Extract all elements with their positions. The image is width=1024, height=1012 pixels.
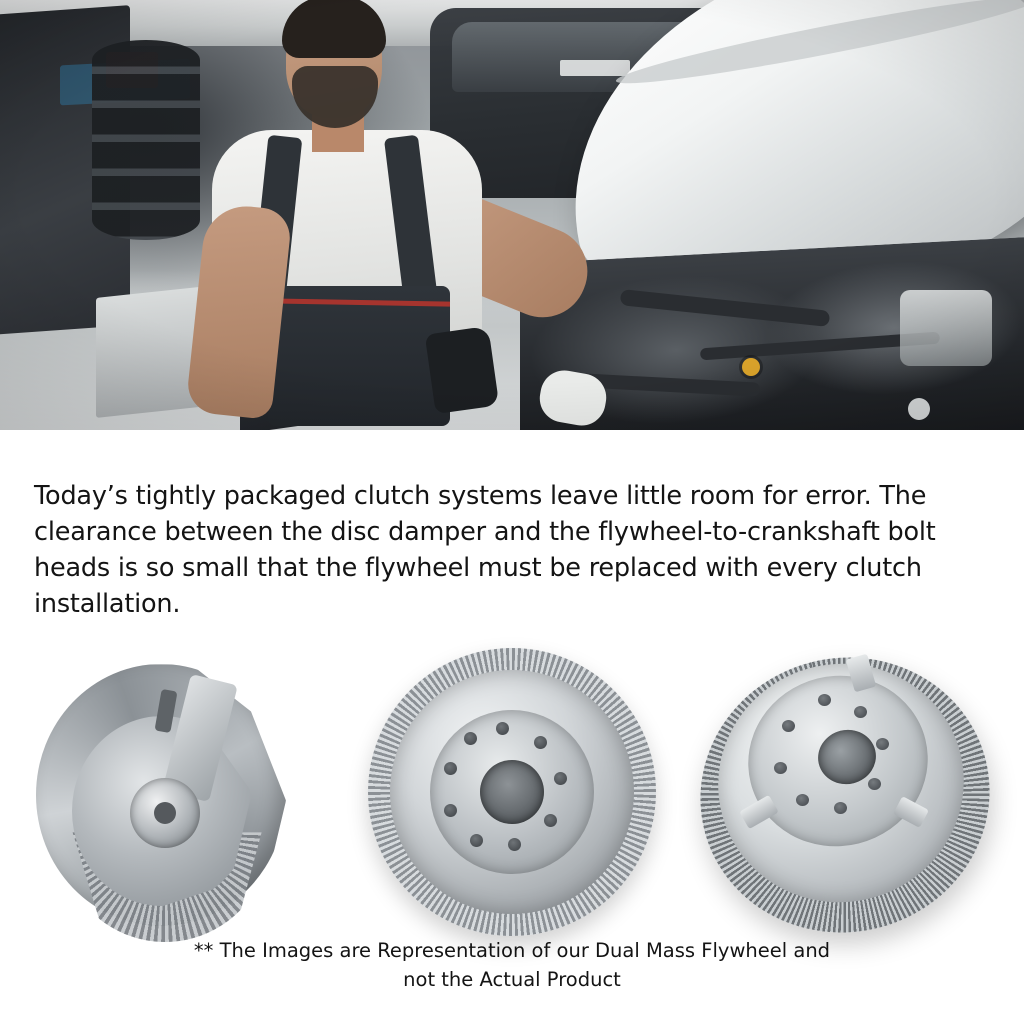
dual-mass-flywheel-angled [700, 652, 996, 942]
dual-mass-flywheel-front [368, 648, 660, 940]
clutch-assembly-cutaway [26, 656, 296, 936]
disclaimer-block [0, 936, 1024, 1012]
product-image-row [0, 646, 1024, 931]
hero-photo [0, 0, 1024, 430]
disclaimer-line-1: ** The Images are Representation of our Dual Mass Flywheel and [193, 938, 831, 962]
disclaimer-line-2: not the Actual Product [403, 967, 621, 991]
caption-text: Today’s tightly packaged clutch systems leave little room for error. The clearance between the disc damper and the flywheel-to-crankshaft bolt heads is so small that the flywheel must be replaced with every clutch installation. [34, 480, 936, 620]
caption-block [0, 430, 1024, 623]
photo-vignette [0, 0, 1024, 430]
crankshaft-bore [480, 760, 544, 824]
